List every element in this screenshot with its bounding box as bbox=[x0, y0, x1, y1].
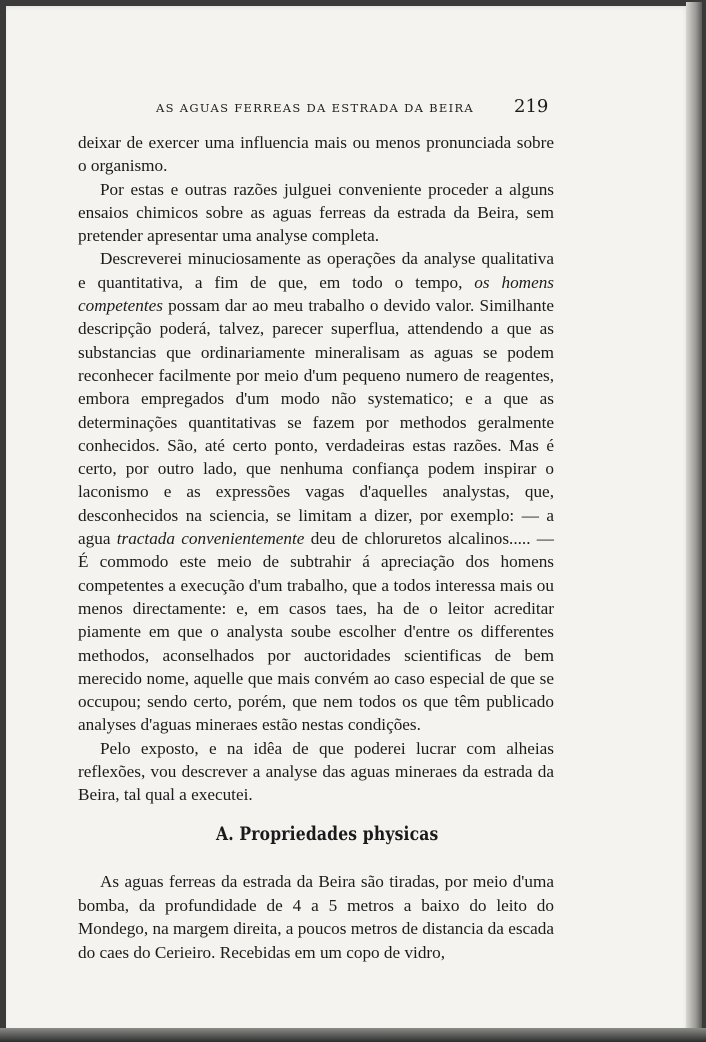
paragraph-text: deu de chloruretos alcalinos..... — É commodo este meio de subtrahir á apreciação dos homens competentes a execução d'um trabalho, que a todos interessa mais ou menos directamente: e, em casos taes, ha de o leitor acreditar piamente em que o analysta soube escolher d'entre os differentes methodos, aconselhados por auctoridades scientificas de bem merecido nome, aquelle que mais convém ao caso especial de que se occupou; sendo certo, porém, que nem todos os que têm publicado analyses d'aguas mineraes estão nestas condições. bbox=[78, 529, 554, 735]
paragraph bbox=[78, 247, 554, 736]
page-bottom-edge bbox=[0, 1028, 706, 1042]
body-text bbox=[78, 131, 554, 807]
paragraph-text: Descreverei minuciosamente as operações da analyse qualitativa e quantitativa, a fim de que, em todo o tempo, bbox=[78, 249, 554, 292]
paragraph-text: possam dar ao meu trabalho o devido valor. Similhante descripção poderá, talvez, parecer superflua, attendendo a que as substancias que ordinariamente mineralisam as aguas se podem reconhecer facilmente por meio d'um pequeno numero de reagentes, embora empregados d'um modo não systematico; e a que as determinações quantitativas se fazem por methodos geralmente conhecidos. São, até certo ponto, verdadeiras estas razões. Mas é certo, por outro lado, que nenhuma confiança podem inspirar o laconismo e as expressões vagas d'aquelles analystas, que, desconhecidos na sciencia, se limitam a dizer, por exemplo: — a agua bbox=[78, 296, 554, 549]
italic-phrase: tractada convenientemente bbox=[116, 529, 305, 549]
paragraph: Por estas e outras razões julguei conveniente proceder a alguns ensaios chimicos sobre as aguas ferreas da estrada da Beira, sem pretender apresentar uma analyse completa. bbox=[78, 179, 554, 246]
paragraph: As aguas ferreas da estrada da Beira são tiradas, por meio d'uma bomba, da profundidade de 4 a 5 metros a baixo do leito do Mondego, na margem direita, a poucos metros de distancia da escada do caes do Cerieiro. Recebidas em um copo de vidro, bbox=[78, 872, 554, 962]
paragraph: Pelo exposto, e na idêa de que poderei lucrar com alheias reflexões, vou descrever a analyse das aguas mineraes da estrada da Beira, tal qual a executei. bbox=[78, 738, 554, 805]
paragraph: deixar de exercer uma influencia mais ou menos pronunciada sobre o organismo. bbox=[78, 133, 554, 176]
section-heading: A. Propriedades physicas bbox=[216, 823, 439, 845]
page-number: 219 bbox=[514, 96, 549, 117]
italic-phrase: os homens competentes bbox=[78, 272, 554, 316]
body-text-continued bbox=[78, 870, 554, 964]
running-head: AS AGUAS FERREAS DA ESTRADA DA BEIRA bbox=[156, 101, 475, 115]
page-edge-shadow bbox=[686, 2, 702, 1038]
